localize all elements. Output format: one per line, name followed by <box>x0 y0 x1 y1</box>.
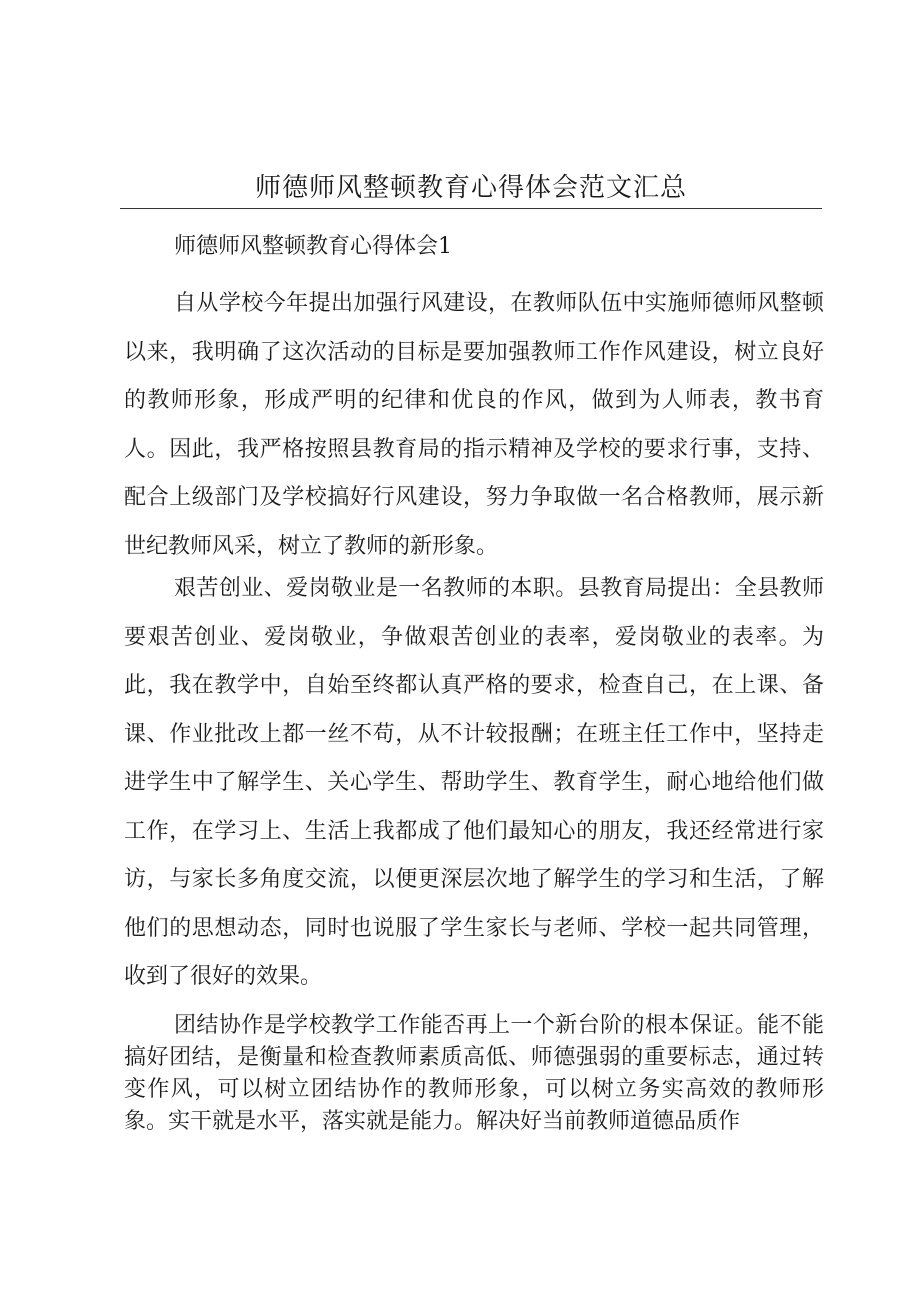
body-paragraph-2: 艰苦创业、爱岗敬业是一名教师的本职。县教育局提出：全县教师要艰苦创业、爱岗敬业，争做艰苦创业的表率，爱岗敬业的表率。为此，我在教学中，自始至终都认真严格的要求，检查自己，在上课、备课、作业批改上都一丝不苟，从不计较报酬；在班主任工作中，坚持走进学生中了解学生、关心学生、帮助学生、教育学生，耐心地给他们做工作，在学习上、生活上我都成了他们最知心的朋友，我还经常进行家访，与家长多角度交流，以便更深层次地了解学生的学习和生活，了解他们的思想动态，同时也说服了学生家长与老师、学校一起共同管理，收到了很好的效果。 <box>124 576 824 989</box>
section-heading: 师德师风整顿教育心得体会1 <box>174 234 452 259</box>
document-title: 师德师风整顿教育心得体会范文汇总 <box>254 173 687 203</box>
body-paragraph-3: 团结协作是学校教学工作能否再上一个新台阶的根本保证。能不能搞好团结，是衡量和检查教师素质高低、师德强弱的重要标志，通过转变作风，可以树立团结协作的教师形象，可以树立务实高效的教师形象。实干就是水平，落实就是能力。解决好当前教师道德品质作 <box>124 1013 824 1134</box>
body-paragraph-1: 自从学校今年提出加强行风建设，在教师队伍中实施师德师风整顿以来，我明确了这次活动的目标是要加强教师工作作风建设，树立良好的教师形象，形成严明的纪律和优良的作风，做到为人师表，教书育人。因此，我严格按照县教育局的指示精神及学校的要求行事，支持、配合上级部门及学校搞好行风建设，努力争取做一名合格教师，展示新世纪教师风采，树立了教师的新形象。 <box>124 291 824 559</box>
title-underline <box>120 208 822 209</box>
